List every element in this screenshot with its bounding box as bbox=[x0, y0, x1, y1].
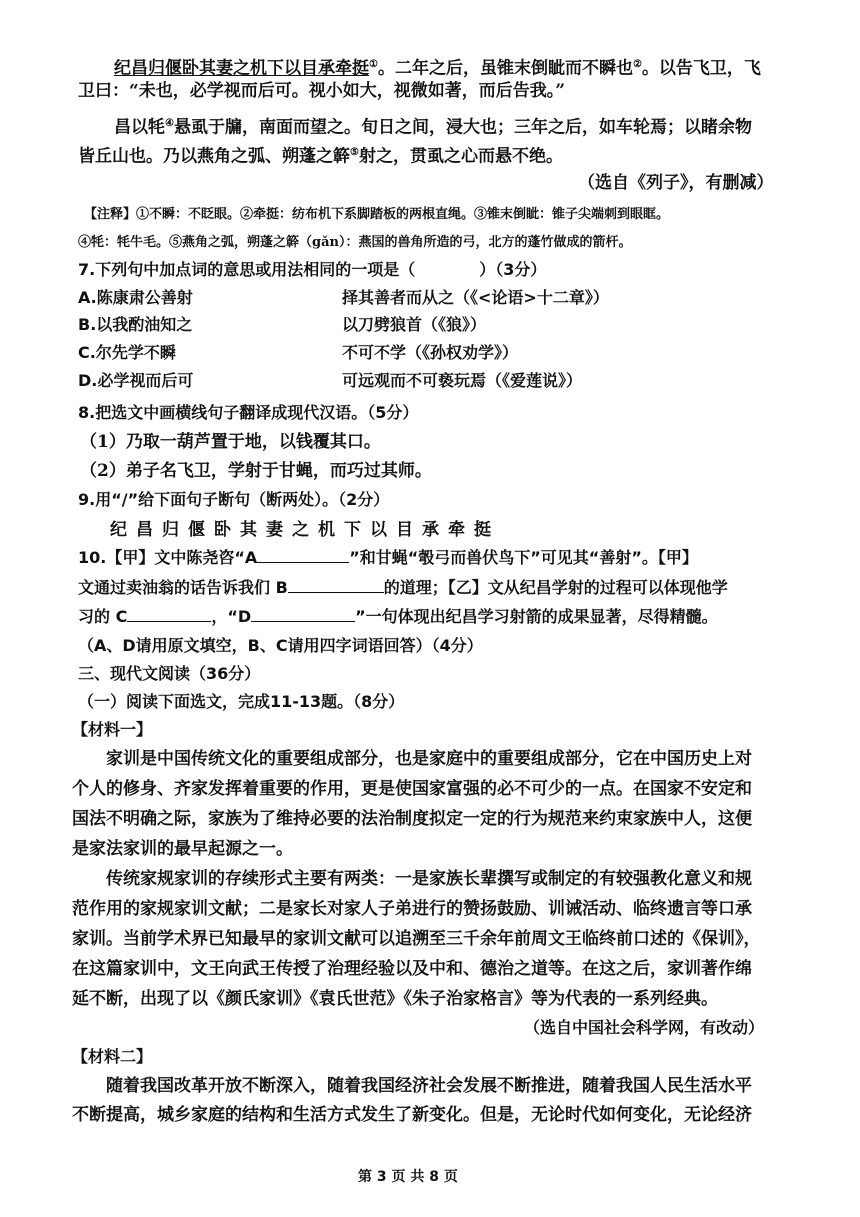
underlined-sentence: 纪昌归偃卧其妻之机下以目承牵挺 bbox=[114, 58, 369, 79]
answer-blank-c[interactable] bbox=[127, 607, 211, 622]
answer-blank-b[interactable] bbox=[288, 578, 384, 593]
answer-blank-a[interactable] bbox=[257, 548, 349, 563]
answer-blank-d[interactable] bbox=[251, 607, 355, 622]
exam-page: 纪昌归偃卧其妻之机下以目承牵挺①。二年之后，虽锥末倒眦而不瞬也②。以告飞卫，飞 卫曰：“未也，必学视而后可。视小如大，视微如著，而后告我。” 昌以牦④悬虱于牖，南面而望之。旬日之间，浸大也；三年之后，如车轮焉；以睹余物 皆丘山也。乃以燕角之弧、朔蓬之簳⑤射之，贯虱之心而悬不绝。 （选自《列子》，有删减） 【注释】①不瞬：不眨眼。②牵挺：纺布机下系脚踏板的两根直绳。③锥末倒眦：锥子尖端刺到眼眶。 ④牦：牦牛毛。⑤燕角之弧，朔蓬之簳（gǎn）：燕国的兽角所造的弓，北方的蓬竹做成的箭杆。 7.下列句中加点词的意思或用法相同的一项是（ ）（3分） A.陈康肃公善射 择其善者而从之（《<论语>十二章》） B.以我酌油知之 以刀劈狼首（《狼》） C.尔先学不瞬 不可不学（《孙权劝学》） D.必学视而后可 可远观而不可亵玩焉（《爱莲说》） 8.把选文中画横线句子翻译成现代汉语。（5分） （1）乃取一葫芦置于地，以钱覆其口。 （2）弟子名飞卫，学射于甘蝇，而巧过其师。 9.用“/”给下面句子断句（断两处）。（2分） 纪昌归偃卧其妻之机下以目承牵挺 10.【甲】文中陈尧咨“A ”和甘蝇“彀弓而兽伏鸟下”可见其“善射”。【甲】 文通过卖油翁的话告诉我们 B 的道理；【乙】文从纪昌学射的过程可以体现他学 习的 C ，“D ”一句体现出纪昌学习射箭的成果显著，尽得精髓。 （A、D请用原文填空，B、C请用四字词语回答）（4分） 三、现代文阅读（36分） （一）阅读下面选文，完成11-13题。（8分） 【材料一】 家训是中国传统文化的重要组成部分，也是家庭中的重要组成部分，它在中国历史上对 个人的修身、齐家发挥着重要的作用，更是使国家富强的必不可少的一点。在国家不安定和 国法不明确之际，家族为了维持必要的法治制度拟定一定的行为规范来约束家族中人，这便 是家法家训的最早起源之一。 传统家规家训的存续形式主要有两类：一是家族长辈撰写或制定的有较强教化意义和规 范作用的家规家训文献；二是家长对家人子弟进行的赞扬鼓励、训诫活动、临终遗言等口承 家训。当前学术界已知最早的家训文献可以追溯至三千余年前周文王临终前口述的《保训》， 在这篇家训中，文王向武王传授了治理经验以及中和、德治之道等。在这之后，家训著作绵 延不断，出现了以《颜氏家训》《袁氏世范》《朱子治家格言》等为代表的一系列经典。 （选自中国社会科学网，有改动） 【材料二】 随着我国改革开放不断深入，随着我国经济社会发展不断推进，随着我国人民生活水平 不断提高，城乡家庭的结构和生活方式发生了新变化。但是，无论时代如何变化，无论经济 第 3 页 共 8 页 bbox=[72, 58, 774, 1185]
